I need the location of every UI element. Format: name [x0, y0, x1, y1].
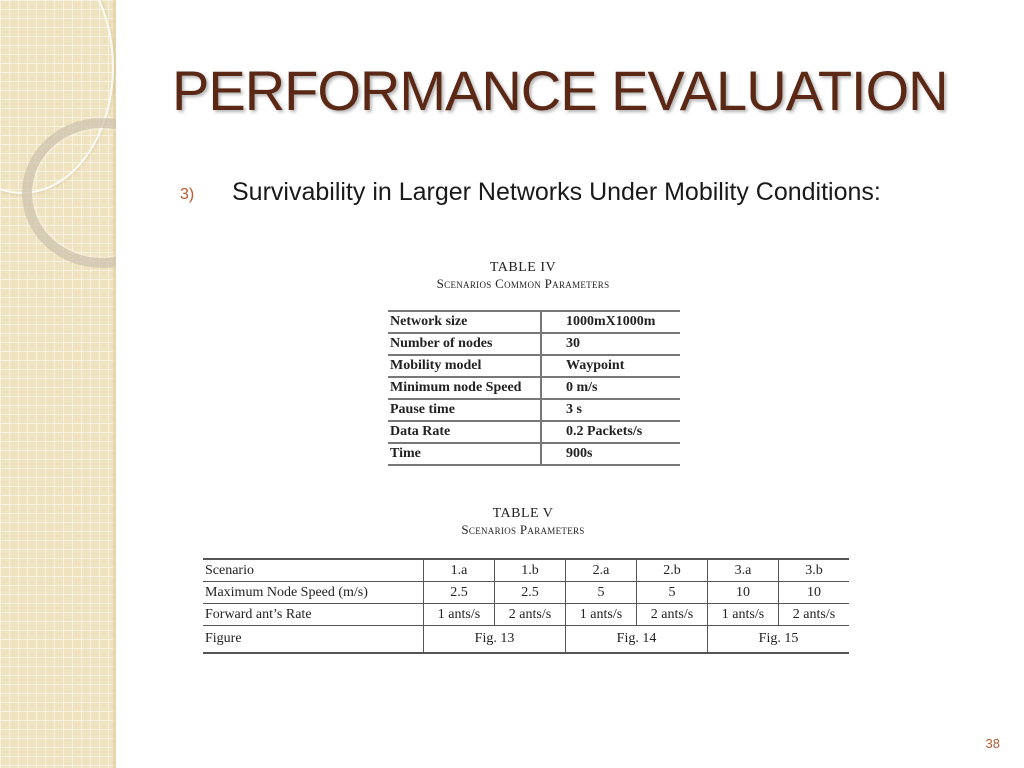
decorative-rings — [0, 0, 116, 330]
table-cell: Data Rate — [388, 421, 541, 443]
table-cell: 1 ants/s — [424, 604, 495, 626]
table-iv-label: TABLE IV — [489, 260, 557, 275]
table-row — [388, 377, 680, 399]
table-cell: 2 ants/s — [495, 604, 566, 626]
table-cell: 2.a — [566, 559, 637, 582]
page-number: 38 — [985, 736, 1000, 751]
table-cell: Scenario — [203, 559, 424, 582]
table-v-label: TABLE V — [492, 506, 554, 521]
table-cell: Number of nodes — [388, 333, 541, 355]
table-row — [388, 311, 680, 333]
table-cell: 3.a — [708, 559, 779, 582]
table-cell: Forward ant’s Rate — [203, 604, 424, 626]
bullet-number: 3) — [180, 186, 195, 203]
table-cell: 10 — [708, 582, 779, 604]
table-cell: 0.2 Packets/s — [541, 421, 680, 443]
table-cell: Pause time — [388, 399, 541, 421]
table-row — [203, 582, 849, 604]
table-iv — [388, 310, 680, 466]
table-cell: 1.a — [424, 559, 495, 582]
table-cell: 1 ants/s — [708, 604, 779, 626]
table-cell: 3.b — [779, 559, 850, 582]
table-cell: Mobility model — [388, 355, 541, 377]
table-cell: Network size — [388, 311, 541, 333]
table-v — [203, 558, 849, 654]
table-row — [388, 399, 680, 421]
table-cell: 30 — [541, 333, 680, 355]
table-cell: Time — [388, 443, 541, 465]
table-cell: Fig. 13 — [424, 626, 566, 654]
table-row — [388, 443, 680, 465]
slide-title: PERFORMANCE EVALUATION — [172, 59, 948, 122]
table-row — [203, 559, 849, 582]
table-v-caption — [388, 506, 658, 538]
table-cell: Minimum node Speed — [388, 377, 541, 399]
table-cell: 5 — [637, 582, 708, 604]
table-iv-title: Scenarios Common Parameters — [436, 276, 610, 291]
table-iv-caption — [388, 260, 658, 292]
table-row — [388, 355, 680, 377]
table-row — [203, 626, 849, 654]
table-cell: Waypoint — [541, 355, 680, 377]
table-cell: 2.5 — [495, 582, 566, 604]
table-cell: Figure — [203, 626, 424, 654]
table-cell: 1000mX1000m — [541, 311, 680, 333]
table-cell: 2 ants/s — [637, 604, 708, 626]
table-row — [203, 604, 849, 626]
table-cell: 1 ants/s — [566, 604, 637, 626]
table-cell: 10 — [779, 582, 850, 604]
table-cell: 2.5 — [424, 582, 495, 604]
table-cell: Maximum Node Speed (m/s) — [203, 582, 424, 604]
table-cell: 3 s — [541, 399, 680, 421]
table-v-title: Scenarios Parameters — [461, 522, 585, 537]
table-cell: 5 — [566, 582, 637, 604]
table-cell: 2.b — [637, 559, 708, 582]
bullet-text: Survivability in Larger Networks Under Mobility Conditions: — [232, 178, 881, 206]
table-cell: Fig. 15 — [708, 626, 850, 654]
table-cell: 1.b — [495, 559, 566, 582]
table-cell: Fig. 14 — [566, 626, 708, 654]
table-cell: 0 m/s — [541, 377, 680, 399]
table-row — [388, 421, 680, 443]
table-cell: 900s — [541, 443, 680, 465]
table-cell: 2 ants/s — [779, 604, 850, 626]
table-row — [388, 333, 680, 355]
